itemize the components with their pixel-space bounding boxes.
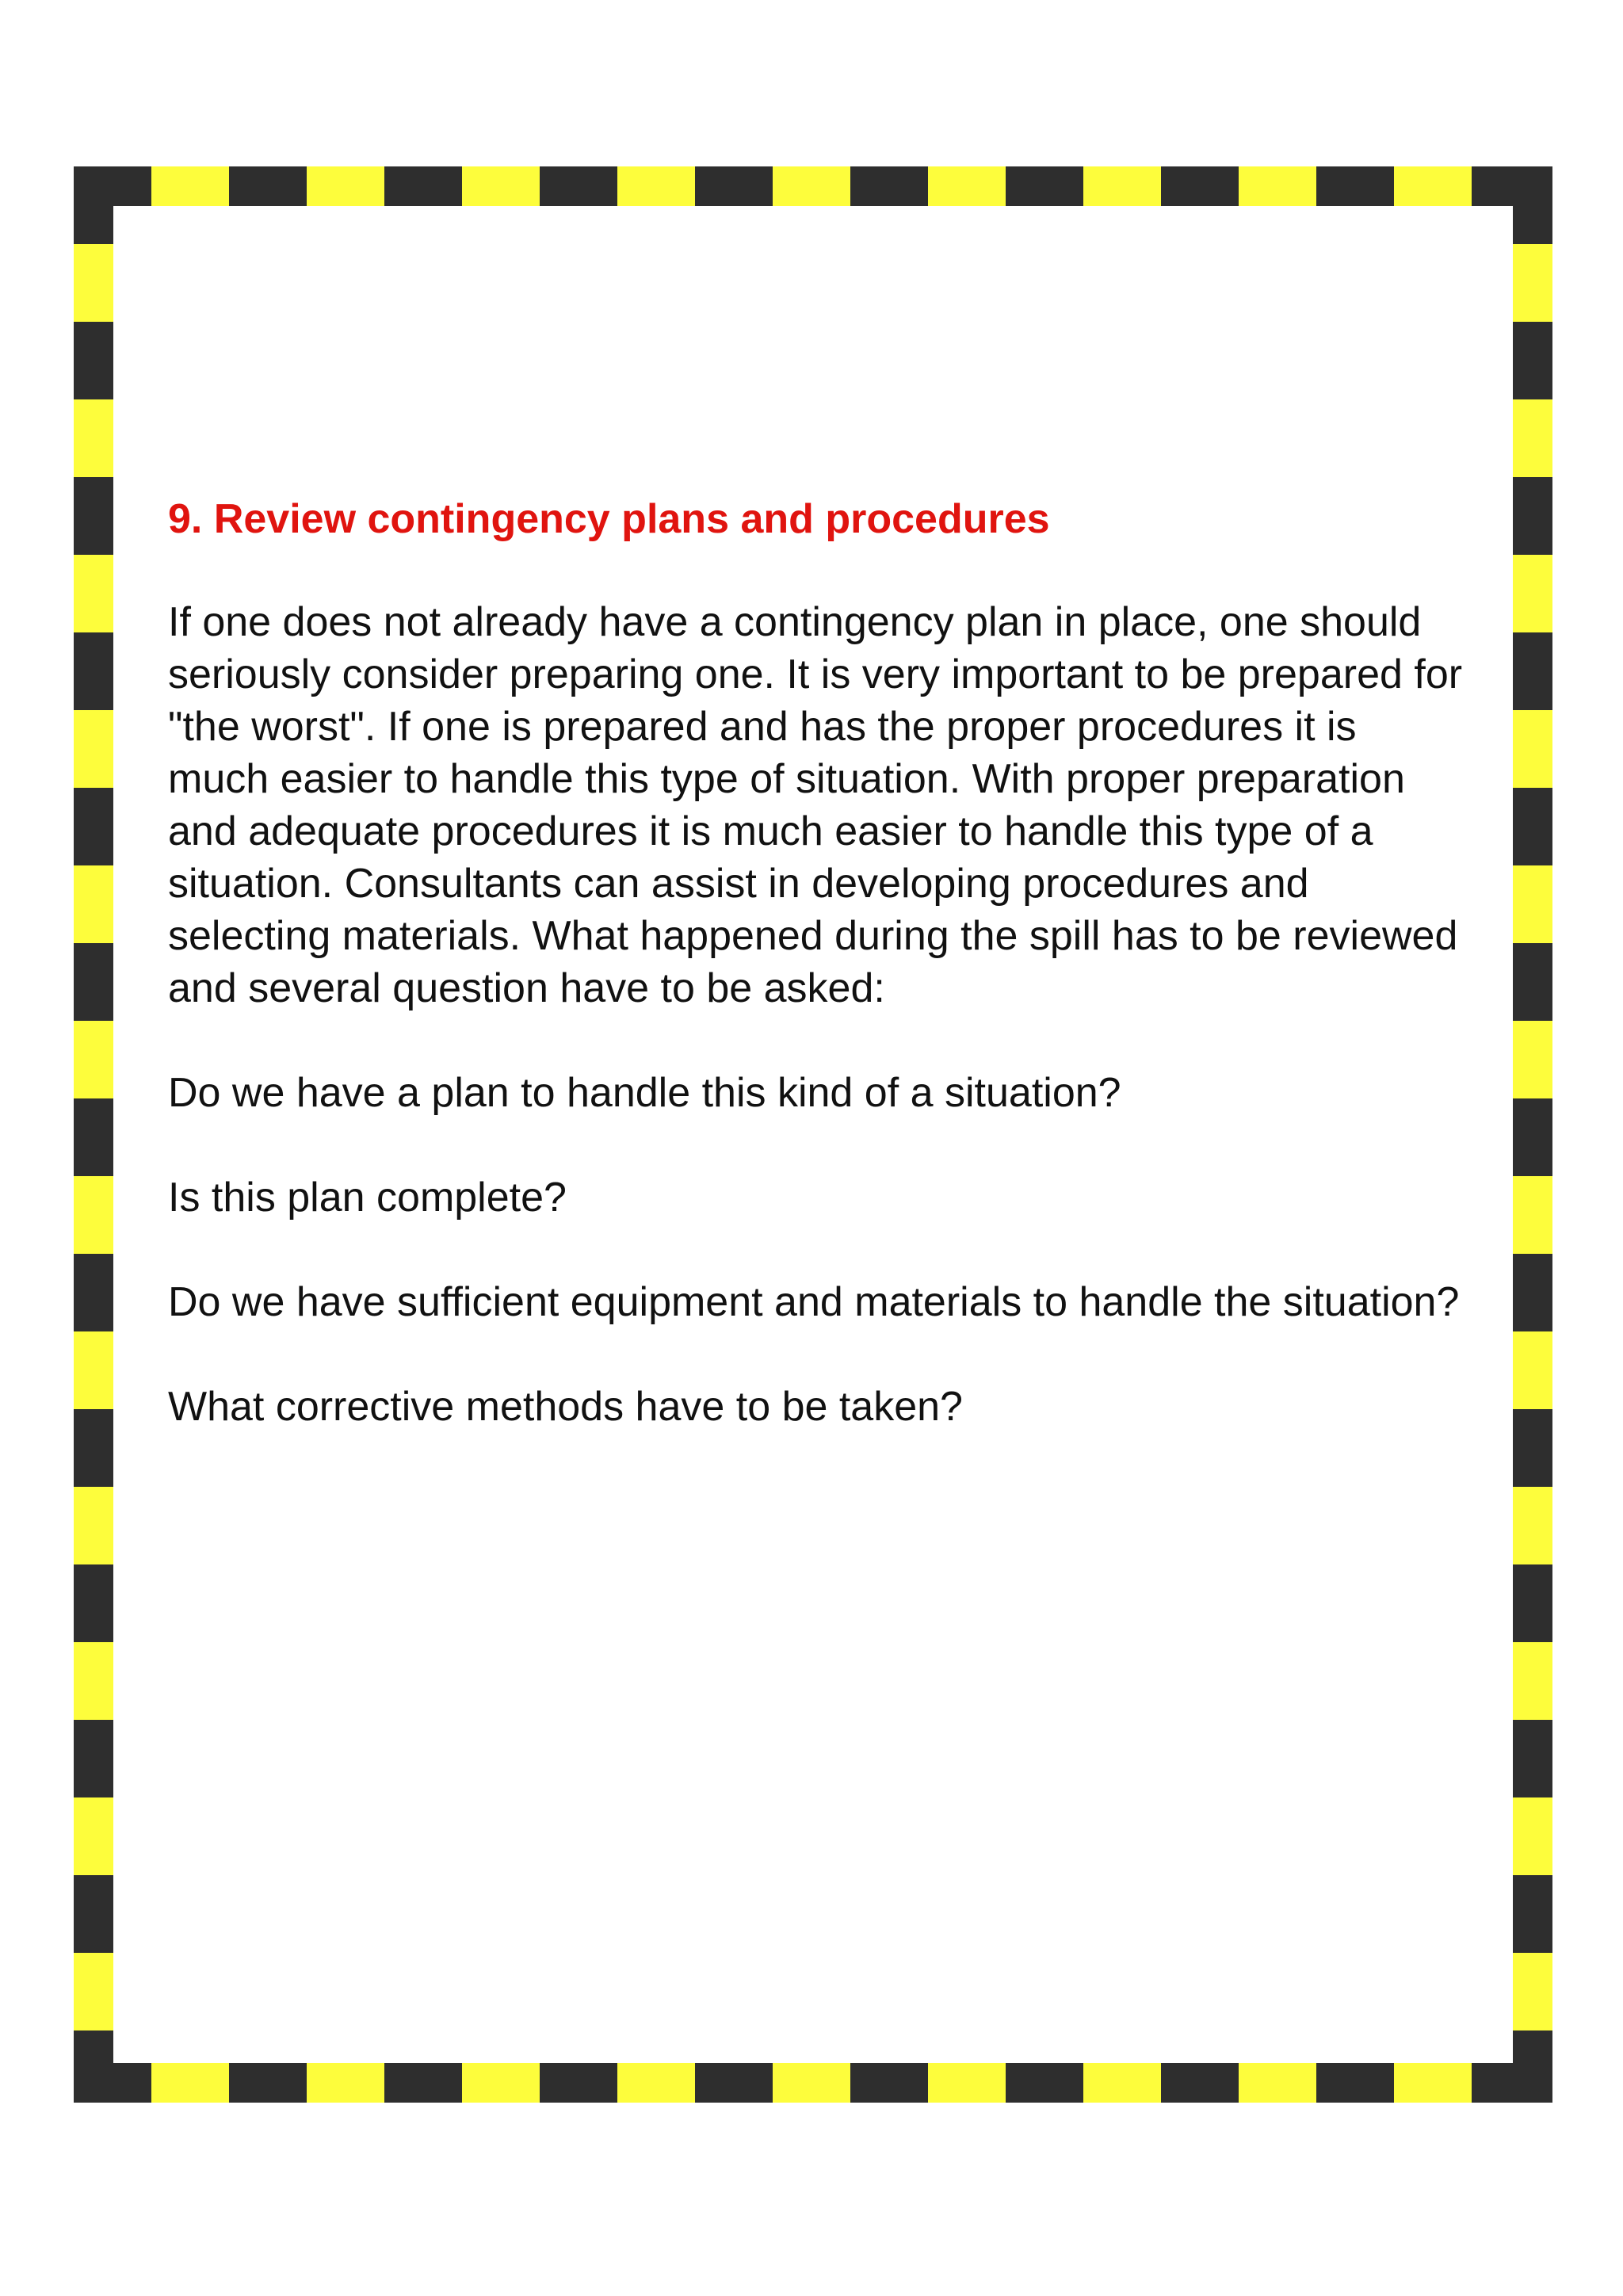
section-heading: 9. Review contingency plans and procedures — [168, 496, 1050, 542]
question-corrective-methods: What corrective methods have to be taken? — [168, 1384, 963, 1430]
question-equipment: Do we have sufficient equipment and materials to handle the situation? — [168, 1279, 1460, 1325]
section-content — [168, 493, 1468, 1485]
question-plan-exists: Do we have a plan to handle this kind of a situation? — [168, 1070, 1121, 1116]
intro-paragraph: If one does not already have a contingency plan in place, one should seriously consider preparing one. It is very important to be prepared for "the worst". If one is prepared and has the proper procedures it is much easier to handle this type of situation. With proper preparation and adequate procedures it is much easier to handle this type of a situation. Consultants can assist in developing procedures and selecting materials. What happened during the spill has to be reviewed and several question have to be asked: — [168, 599, 1463, 1011]
question-plan-complete: Is this plan complete? — [168, 1175, 567, 1221]
